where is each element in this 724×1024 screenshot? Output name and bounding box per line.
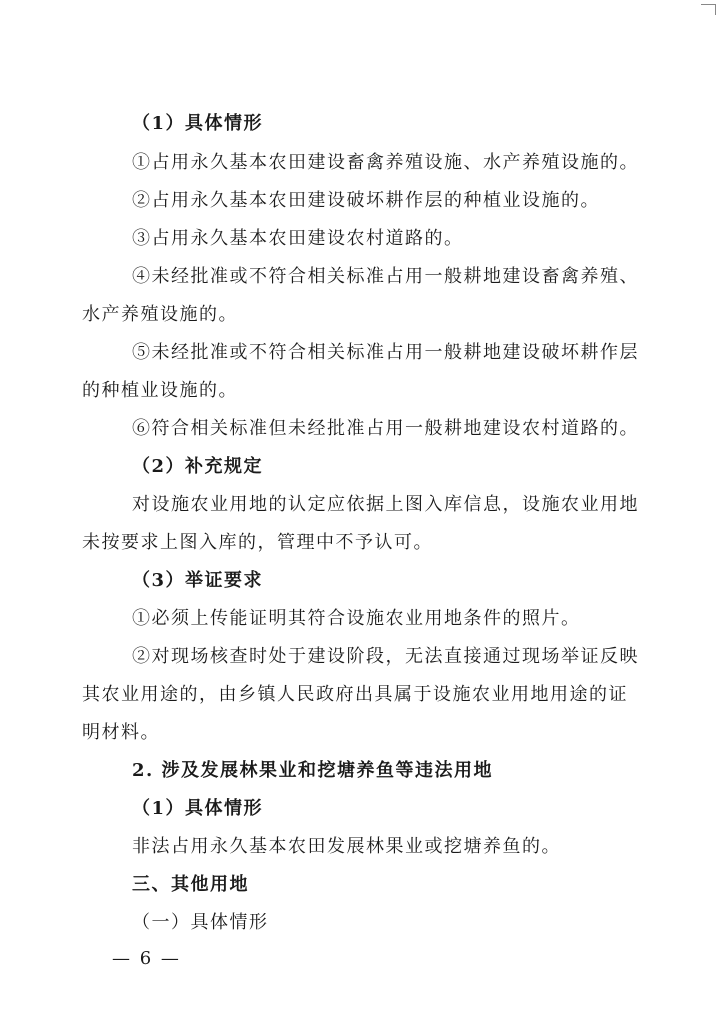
paragraph-line: ②占用永久基本农田建设破坏耕作层的种植业设施的。 bbox=[132, 190, 600, 211]
paragraph-line: 的种植业设施的。 bbox=[82, 380, 238, 401]
paragraph-line: 其农业用途的，由乡镇人民政府出具属于设施农业用地用途的证 bbox=[82, 684, 628, 705]
section-heading-forest-fruit-fish: 2. 涉及发展林果业和挖塘养鱼等违法用地 bbox=[132, 760, 494, 781]
scan-corner-mark bbox=[701, 4, 716, 15]
subheading-specific-situations: （1）具体情形 bbox=[132, 113, 264, 134]
paragraph-line: 未按要求上图入库的，管理中不予认可。 bbox=[82, 532, 433, 553]
page-number: — 6 — bbox=[112, 948, 181, 969]
subheading-specific-situations: （1）具体情形 bbox=[132, 798, 264, 819]
subheading-supplementary-rules: （2）补充规定 bbox=[132, 456, 264, 477]
paragraph-line: ④未经批准或不符合相关标准占用一般耕地建设畜禽养殖、 bbox=[132, 266, 639, 287]
paragraph-line: 水产养殖设施的。 bbox=[82, 304, 238, 325]
paragraph-line: 对设施农业用地的认定应依据上图入库信息，设施农业用地 bbox=[132, 494, 639, 515]
paragraph-line: ⑥符合相关标准但未经批准占用一般耕地建设农村道路的。 bbox=[132, 418, 639, 439]
subheading-evidence-requirements: （3）举证要求 bbox=[132, 570, 264, 591]
paragraph-line: ②对现场核查时处于建设阶段，无法直接通过现场举证反映 bbox=[132, 646, 639, 667]
paragraph-line: 非法占用永久基本农田发展林果业或挖塘养鱼的。 bbox=[132, 836, 561, 857]
paragraph-line: ①占用永久基本农田建设畜禽养殖设施、水产养殖设施的。 bbox=[132, 152, 639, 173]
section-heading-other-land: 三、其他用地 bbox=[132, 874, 249, 895]
paragraph-line: 明材料。 bbox=[82, 722, 160, 743]
paragraph-line: ③占用永久基本农田建设农村道路的。 bbox=[132, 228, 464, 249]
paragraph-line: ①必须上传能证明其符合设施农业用地条件的照片。 bbox=[132, 608, 581, 629]
paragraph-line: ⑤未经批准或不符合相关标准占用一般耕地建设破坏耕作层 bbox=[132, 342, 639, 363]
subheading-specific-situations: （一）具体情形 bbox=[132, 912, 269, 933]
